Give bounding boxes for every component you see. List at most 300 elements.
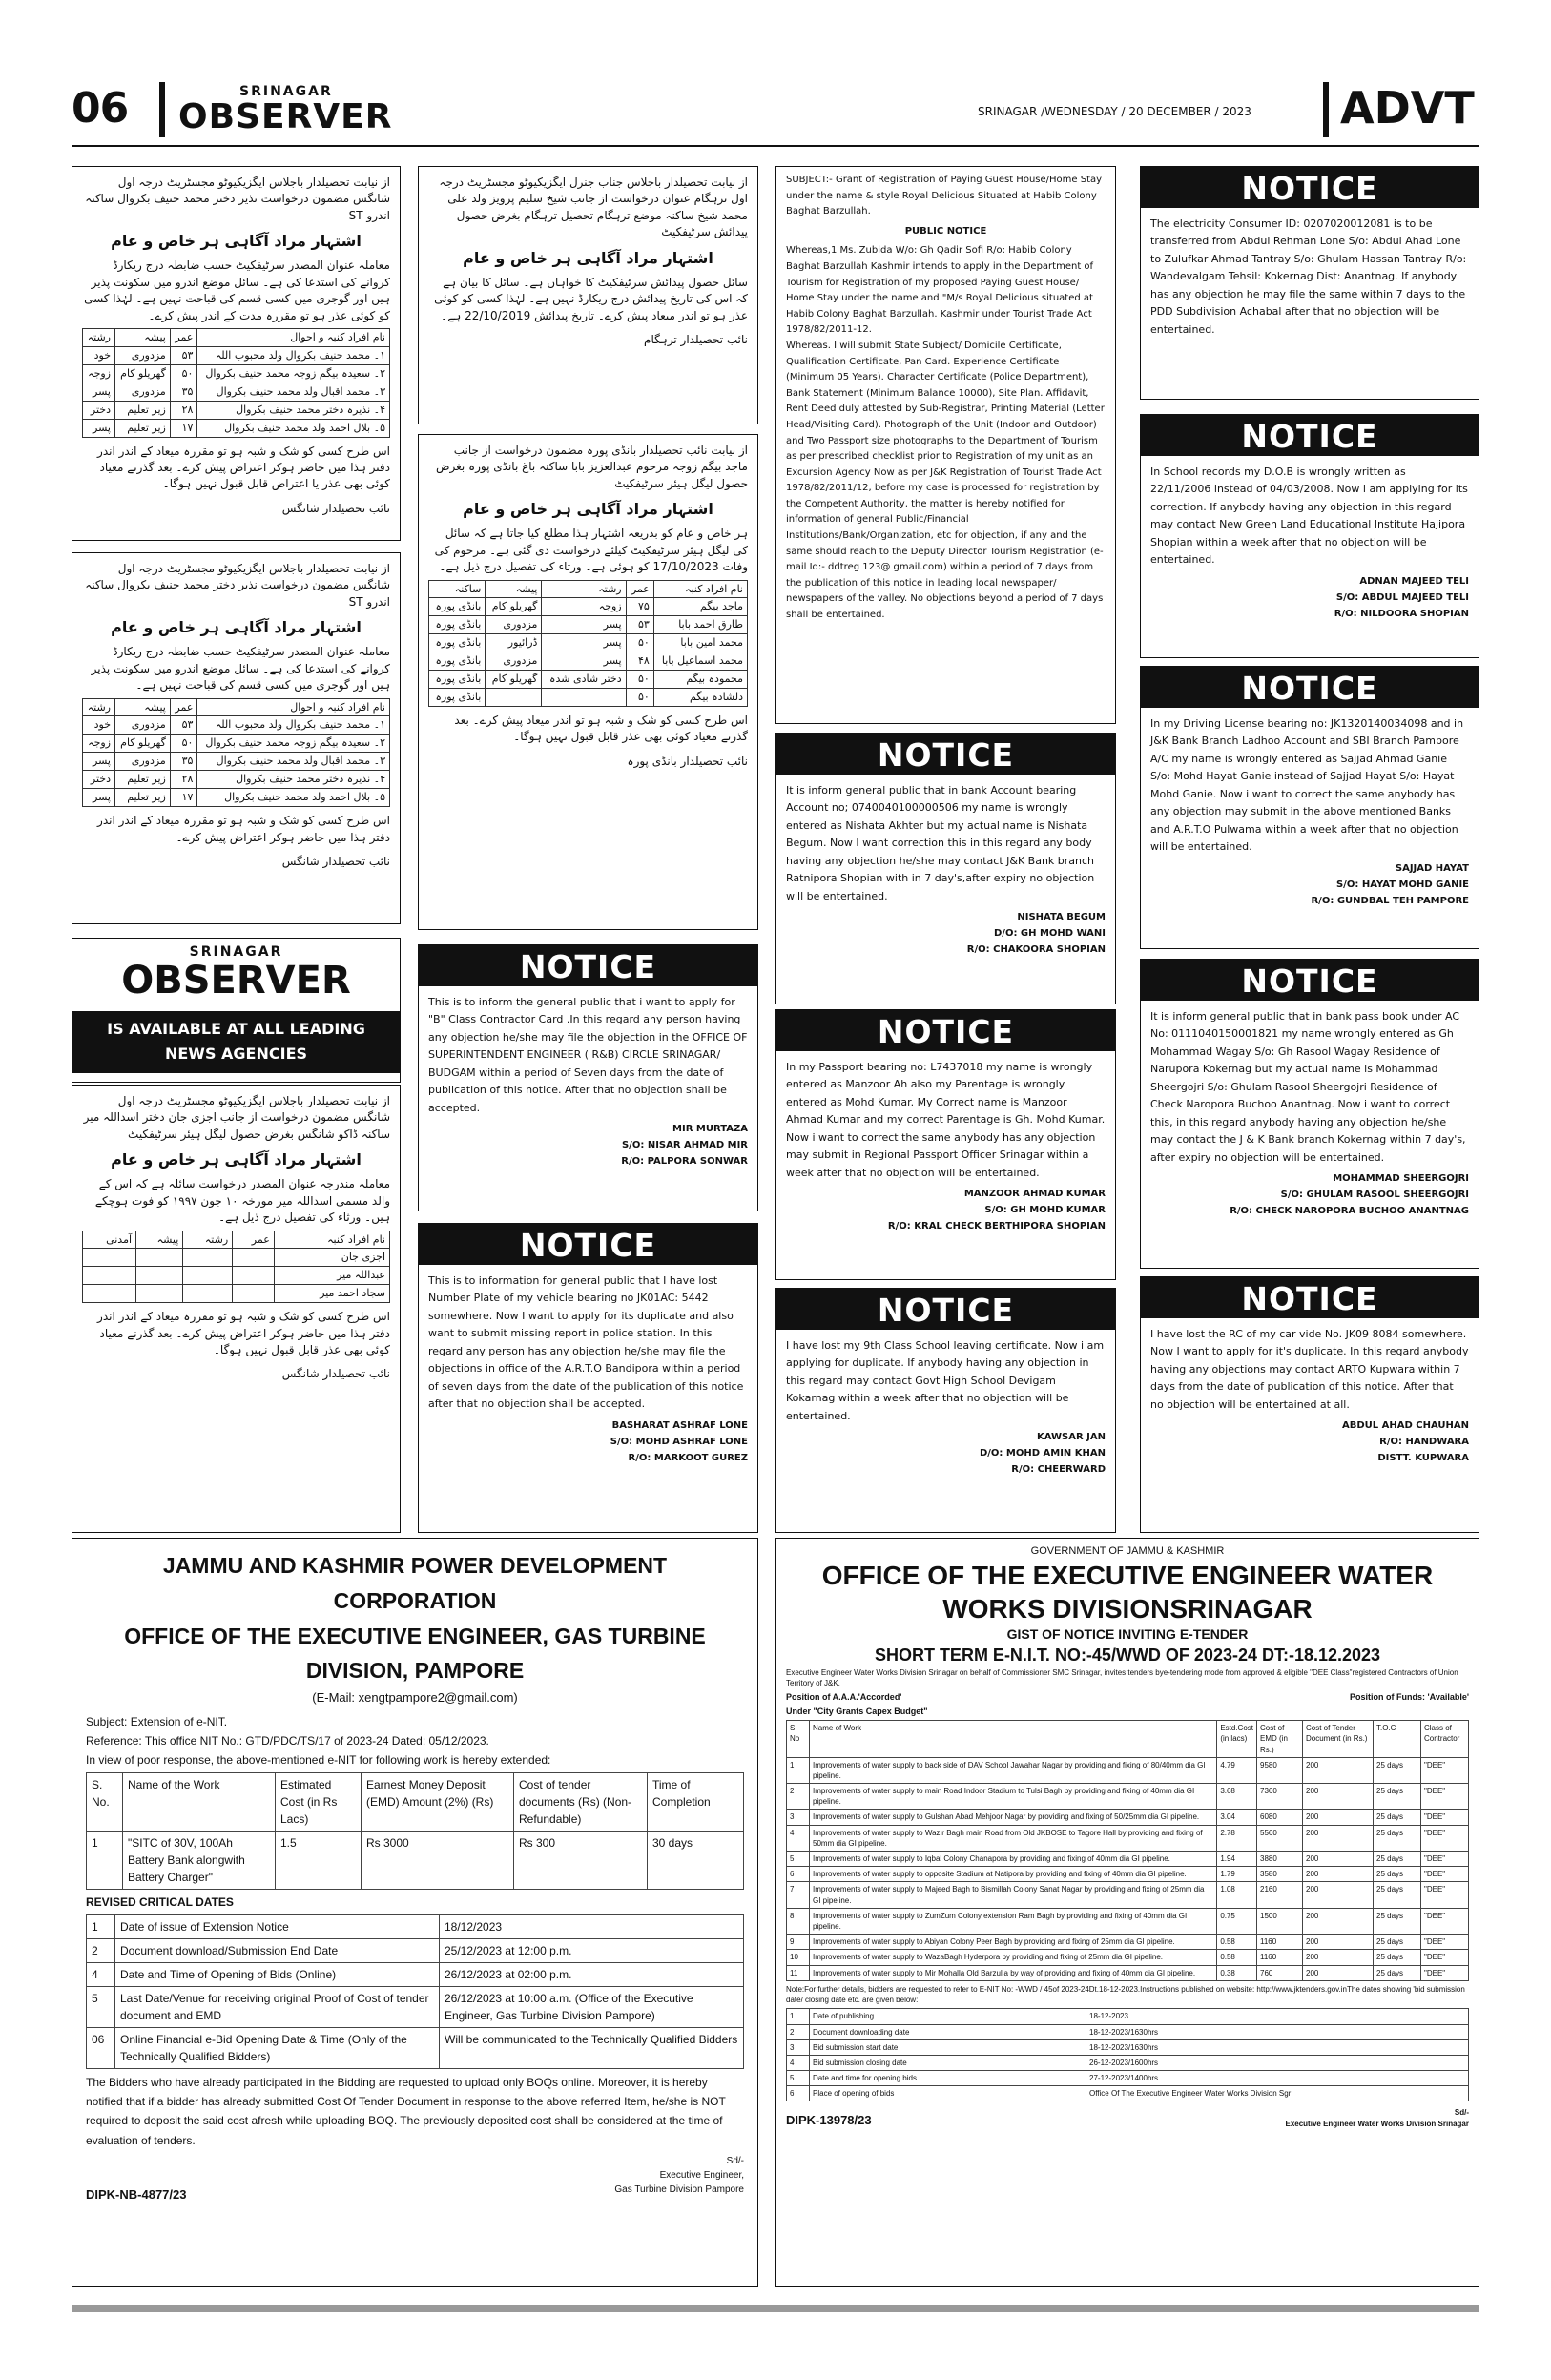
notice-heading: NOTICE [1141,415,1479,456]
table-cell: 5 [787,2071,810,2086]
table-cell: 6080 [1257,1810,1303,1825]
table-cell: 1500 [1257,1908,1303,1934]
signature-name: KAWSAR JAN [1036,1432,1106,1443]
table-cell: 25 days [1374,1882,1421,1908]
table-row [787,1757,1469,1783]
table-cell: 760 [1257,1965,1303,1980]
table-cell: 1160 [1257,1950,1303,1965]
table-cell: Improvements of water supply to ZumZum Colony extension Ram Bagh by providing and fixing of 40mm dia GI pipeline. [810,1908,1217,1934]
table-header: نام افراد کنبہ و احوال [197,698,390,716]
notice-signature [419,1418,757,1472]
notice-heading: NOTICE [1141,167,1479,208]
notice-signature [776,1186,1115,1240]
table-cell: 200 [1303,1882,1374,1908]
table-cell: 25 days [1374,1950,1421,1965]
masthead-divider [159,82,165,137]
signature-address: R/O: CHAKOORA SHOPIAN [966,944,1106,956]
table-cell: "SITC of 30V, 100Ah Battery Bank alongwith Battery Charger" [123,1831,276,1889]
table-cell [136,1285,183,1303]
table-header: عمر [170,698,197,716]
table-cell: Improvements of water supply to Majeed Bagh to Bismillah Colony Sanat Nagar by providing and fixing of 25mm dia GI pipeline. [810,1882,1217,1908]
table-cell: ۴۔ نذیرہ دختر محمد حنیف بکروال [197,771,390,789]
urdu-intro: از نیابت تحصیلدار باجلاس ایگزیکیوٹو مجسٹریٹ درجہ اول شانگس مضمون درخواست نذیر دختر محمد حنیف بکروال ساکنہ اندرو ST [85,176,390,222]
table-cell [486,689,542,707]
table-cell: Rs 3000 [362,1831,514,1889]
table-cell: 1 [787,2009,810,2024]
table-cell: مزدوری [115,383,171,401]
table-cell: 11 [787,1965,810,1980]
page-number: 06 [72,84,129,133]
table-row [87,1831,744,1889]
notice-signature [1141,1170,1479,1225]
pdc-tender [72,1538,758,2287]
notice-body: It is inform general public that in bank pass book under AC No: 0111040150001821 my name wrongly entered as Gh Mohammad Wagay S/o: Gh Rasool Wagay Residence of Narupora Kokernag but my actual name is Mohammad Sheergojri S/o: Ghulam Rasool Sheergojri Residence of Check Naropora Buchoo Anantnag. Now i want to correct this, in this regard anybody having any objection he/she may contact the J & K Bank branch Kokernag within 7 day's, after expiry no objection will be entertained. [1150,1010,1466,1164]
table-cell: بانڈی پورہ [429,598,486,616]
table-cell: Improvements of water supply to opposite Stadium at Natipora by providing and fixing of 40mm dia GI pipeline. [810,1867,1217,1882]
table-cell: گھریلو کام [115,735,171,753]
table-cell: 200 [1303,1825,1374,1851]
table-cell: 25 days [1374,1852,1421,1867]
public-notice-box [776,166,1116,724]
table-cell: زوجہ [83,364,115,383]
table-header: پیشہ [136,1231,183,1249]
signatory-office: Gas Turbine Division Pampore [614,2184,744,2196]
family-table [82,328,390,438]
notice-body: In School records my D.O.B is wrongly written as 22/11/2006 instead of 04/03/2008. Now i am applying for its correction. If anybody having any objection in this regard may contact New Green Land Educational Institute Hajipora Shopian within a week after that no objection will be entertained. [1150,466,1468,567]
signature-parentage: S/O: GHULAM RASOOL SHEERGOJRI [1280,1190,1469,1201]
section-name: ADVT [1340,82,1475,134]
table-cell: 200 [1303,1867,1374,1882]
table-cell: ۳۔ محمد اقبال ولد محمد حنیف بکروال [197,383,390,401]
table-row [429,671,748,689]
table-cell [183,1249,233,1267]
table-header: پیشہ [115,328,171,346]
table-cell: خود [83,346,115,364]
urdu-body: سائل حصول پیدائش سرٹیفکیٹ کا خواہاں ہے۔ سائل کا بیان ہے کہ اس کی تاریخ پیدائش درج ریکارڈ نہیں ہے۔ لہٰذا کسی کو کوئی عذر ہو تو اندر میعاد پیش کرے۔ تاریخ پیدائش 22/10/2019 ہے۔ [434,275,748,322]
signature-name: MOHAMMAD SHEERGOJRI [1333,1173,1469,1185]
table-cell: محمودہ بیگم [653,671,747,689]
tender-office: WORKS DIVISIONSRINAGAR [942,1594,1313,1625]
table-cell [233,1285,275,1303]
table-header: Cost of tender documents (Rs) (Non-Refundable) [514,1772,648,1831]
notice-box [1140,414,1479,658]
table-header: Estimated Cost (in Rs Lacs) [276,1772,362,1831]
table-cell: ۵۳ [170,716,197,735]
position-funds: Position of Funds: 'Available' [1350,1691,1469,1702]
urdu-closing: اس طرح کسی کو شک و شبہ ہو تو مقررہ میعاد کے اندر اندر دفتر ہذا میں حاضر ہوکر اعتراض پیش کرے۔ بعد گذرنے معیاد کوئی بھی عذر یا اعتراض قابل قبول نہیں ہوگا۔ [97,444,390,491]
notice-body: I have lost the RC of my car vide No. JK09 8084 somewhere. Now I want to apply for it's duplicate. In this regard anybody having any objections may contact ARTO Kupwara within 7 days from the date of publication of this notice. After that no objection will be entertained at all. [1150,1328,1469,1411]
table-cell: ۳۵ [170,753,197,771]
table-cell: زیر تعلیم [115,771,171,789]
signature-parentage: S/O: HAYAT MOHD GANIE [1335,879,1469,890]
notice-signature [419,1121,757,1175]
masthead-divider [1323,82,1329,137]
table-cell: زیر تعلیم [115,789,171,807]
table-cell: Improvements of water supply to Abiyan Colony Peer Bagh by providing and fixing of 25mm dia GI pipeline. [810,1935,1217,1950]
table-cell: 26/12/2023 at 02:00 p.m. [440,1962,744,1986]
table-cell: 1.94 [1217,1852,1257,1867]
notice-body: The electricity Consumer ID: 0207020012081 is to be transferred from Abdul Rehman Lone S/o: Abdul Ahad Lone to Zulufkar Ahmad Tantray S/o: Ghulam Hassan Tantray R/o: Wandevalgam Tehsil: Kokernag Dist: Anantnag. If anybody has any objection he may file the same within 7 days to the PDD Subdivision Achabal after that no objection will be entertained. [1150,217,1467,336]
signature-address: R/O: MARKOOT GUREZ [628,1452,748,1463]
table-cell: 27-12-2023/1400hrs [1086,2071,1469,2086]
table-cell: 4 [787,2055,810,2070]
notice-signature [776,909,1115,963]
table-header: رشتہ [83,328,115,346]
table-row [787,1965,1469,1980]
dipk-number: DIPK-NB-4877/23 [86,2187,187,2203]
tender-org: JAMMU AND KASHMIR POWER DEVELOPMENT [162,1553,668,1578]
tender-office: DIVISION, PAMPORE [305,1658,525,1684]
table-header: عمر [626,580,653,598]
tender-office: OFFICE OF THE EXECUTIVE ENGINEER, GAS TURBINE [124,1623,706,1648]
table-cell: 25 days [1374,1867,1421,1882]
urdu-signature: نائب تحصیلدار شانگس [281,1367,390,1381]
table-cell: Improvements of water supply to WazaBagh Hyderpora by providing and fixing of 25mm dia GI pipeline. [810,1950,1217,1965]
table-cell: 1.08 [1217,1882,1257,1908]
table-row [83,716,390,735]
tender-gist: GIST OF NOTICE INVITING E-TENDER [1006,1626,1249,1643]
table-cell: گھریلو کام [486,671,542,689]
urdu-heading: اشتہار مراد آگاہی ہر خاص و عام [111,232,362,251]
table-row [429,689,748,707]
table-cell: 2160 [1257,1882,1303,1908]
table-cell: 2 [787,1784,810,1810]
table-cell: 3 [787,2039,810,2055]
brand-small: SRINAGAR [239,84,333,99]
table-cell: "DEE" [1421,1852,1469,1867]
table-cell: ۵۰ [626,634,653,652]
notice-box [418,944,758,1211]
notice-subject: SUBJECT:- Grant of Registration of Paying Guest House/Home Stay under the name & style Royal Delicious Situated at Habib Colony Baghat Barzullah. [786,175,1103,217]
table-cell: اجزی جان [274,1249,389,1267]
table-cell: ۵۳ [170,346,197,364]
table-cell: مزدوری [486,652,542,671]
table-cell [83,1267,136,1285]
urdu-signature: نائب تحصیلدار شانگس [281,501,390,515]
table-row [787,1867,1469,1882]
table-header-row [87,1772,744,1831]
table-cell: ماجد بیگم [653,598,747,616]
table-row [83,401,390,419]
table-cell: 200 [1303,1950,1374,1965]
table-cell: پسر [542,634,626,652]
table-cell: Place of opening of bids [810,2086,1086,2101]
urdu-heading: اشتہار مراد آگاہی ہر خاص و عام [111,618,362,637]
table-cell: "DEE" [1421,1908,1469,1934]
table-row [83,771,390,789]
table-row [787,1908,1469,1934]
table-row [787,1825,1469,1851]
table-header: نام افراد کنبہ [653,580,747,598]
signature-address: R/O: GUNDBAL TEH PAMPORE [1311,895,1469,906]
table-row [83,383,390,401]
table-cell: بانڈی پورہ [429,689,486,707]
table-cell: Improvements of water supply to Wazir Bagh main Road from Old JKBOSE to Tagore Hall by providing and fixing of 50mm dia GI pipeline. [810,1825,1217,1851]
table-cell: 25 days [1374,1965,1421,1980]
budget-head: Under "City Grants Capex Budget" [786,1706,928,1716]
dates-table [86,1914,744,2069]
urdu-body: معاملہ عنوان المصدر سرٹیفکیٹ حسب ضابطہ درج ریکارڈ کروانے کی استدعا کی ہے۔ سائل موضع اندرو میں سکونت پذیر ہیں اور گوجری میں کسی قسم کی قباحت نہیں ہے۔ [91,645,390,693]
signature-name: BASHARAT ASHRAF LONE [611,1419,748,1431]
table-row [429,616,748,634]
table-cell: 25 days [1374,1784,1421,1810]
signature-address: R/O: HANDWARA [1379,1437,1469,1448]
table-header: Cost of EMD (in Rs.) [1257,1721,1303,1758]
table-cell: ۱۔ محمد حنیف بکروال ولد محبوب اللہ [197,346,390,364]
table-cell: 1 [787,1757,810,1783]
promo-tagline: IS AVAILABLE AT ALL LEADING NEWS AGENCIES [72,1011,400,1073]
table-cell: گھریلو کام [486,598,542,616]
tender-position [786,1691,1469,1704]
tender-budget [786,1706,1469,1718]
table-row [787,2055,1469,2070]
table-cell: Date and time for opening bids [810,2071,1086,2086]
signature-address: R/O: KRAL CHECK BERTHIPORA SHOPIAN [887,1221,1106,1232]
table-cell: ۲۸ [170,771,197,789]
table-cell: Improvements of water supply to Gulshan Abad Mehjoor Nagar by providing and fixing of 50/25mm dia GI pipeline. [810,1810,1217,1825]
table-cell: Office Of The Executive Engineer Water Works Division Sgr [1086,2086,1469,2101]
heirs-table [428,580,748,708]
table-cell: Will be communicated to the Technically Qualified Bidders [440,2027,744,2068]
table-row [787,2039,1469,2055]
table-cell: بانڈی پورہ [429,652,486,671]
table-cell: 200 [1303,1852,1374,1867]
signature-address: R/O: NILDOORA SHOPIAN [1334,608,1469,619]
urdu-ad [418,166,758,424]
table-cell: ۱۔ محمد حنیف بکروال ولد محبوب اللہ [197,716,390,735]
table-row [87,2027,744,2068]
notice-signature [776,1429,1115,1483]
tender-email: (E-Mail: xengtpampore2@gmail.com) [312,1690,518,1706]
notice-heading: NOTICE [1141,1277,1479,1318]
table-cell: 3 [787,1810,810,1825]
table-cell: ۵۰ [626,671,653,689]
table-cell: "DEE" [1421,1784,1469,1810]
table-cell [136,1267,183,1285]
notice-box [776,733,1116,1004]
table-cell: 1160 [1257,1935,1303,1950]
table-row [429,652,748,671]
table-cell: 26-12-2023/1600hrs [1086,2055,1469,2070]
table-cell: ۵۰ [626,689,653,707]
table-row [787,2086,1469,2101]
notice-box [418,1223,758,1533]
table-cell: 18/12/2023 [440,1914,744,1938]
table-cell: 2.78 [1217,1825,1257,1851]
table-cell: 7360 [1257,1784,1303,1810]
table-cell: محمد امین بابا [653,634,747,652]
tender-intro: In view of poor response, the above-mentioned e-NIT for following work is hereby extended: [86,1752,551,1767]
table-cell: Bid submission start date [810,2039,1086,2055]
notice-box [1140,166,1479,400]
table-cell: ۴۸ [626,652,653,671]
brand-logo: OBSERVER [178,97,393,136]
table-header: رشتہ [542,580,626,598]
table-cell: پسر [542,652,626,671]
table-cell: 200 [1303,1935,1374,1950]
urdu-signature: نائب تحصیلدار بانڈی پورہ [627,754,748,768]
signature-name: NISHATA BEGUM [1017,912,1106,923]
masthead [72,76,1479,153]
table-row [83,1267,390,1285]
table-cell: محمد اسماعیل بابا [653,652,747,671]
table-row [83,789,390,807]
table-row [83,364,390,383]
ww-dates-table [786,2008,1469,2101]
urdu-intro: از نیابت تحصیلدار باجلاس جناب جنرل ایگزیکیوٹو مجسٹریٹ درجہ اول ترہگام عنوان درخواست از جانب شیخ سلیم پرویز ولد علی محمد شیخ ساکنہ موضع ترہگام تحصیل ترہگام بغرض حصول پیدائش سرٹیفکیٹ [439,176,748,239]
table-header: Earnest Money Deposit (EMD) Amount (2%) (Rs) [362,1772,514,1831]
sd-mark: Sd/- [726,2156,744,2167]
table-cell [542,689,626,707]
table-cell: ۵۔ بلال احمد ولد محمد حنیف بکروال [197,789,390,807]
table-cell: Improvements of water supply to back side of DAV School Jawahar Nagar by providing and fixing of 80/40mm dia GI pipeline. [810,1757,1217,1783]
notice-heading: NOTICE [419,945,757,986]
table-cell: بانڈی پورہ [429,616,486,634]
table-cell: 9580 [1257,1757,1303,1783]
table-header: S. No. [87,1772,123,1831]
tender-note: Note:For further details, bidders are requested to refer to E-NIT No: -WWD / 45of 2023-24Dt.18-12-2023.Instructions published on website: http://www.jktenders.gov.inThe dates showing 'bid submission date/ closing date etc. are given below: [786,1984,1465,2004]
table-row [787,1882,1469,1908]
table-cell: 25 days [1374,1935,1421,1950]
table-row [87,1914,744,1938]
table-cell: "DEE" [1421,1935,1469,1950]
table-cell: پسر [83,383,115,401]
table-cell: خود [83,716,115,735]
tender-government: GOVERNMENT OF JAMMU & KASHMIR [1030,1545,1225,1557]
urdu-intro: از نیابت نائب تحصیلدار بانڈی پورہ مضمون درخواست از جانب ماجد بیگم زوجہ مرحوم عبدالعزیز بابا ساکنہ باغ بانڈی پورہ بغرض حصول لیگل ہیئر سرٹیفکیٹ [436,444,748,490]
table-cell: 25 days [1374,1825,1421,1851]
notice-box [1140,1276,1479,1533]
table-cell: زیر تعلیم [115,401,171,419]
table-cell: 18-12-2023/1630hrs [1086,2039,1469,2055]
promo-brand-small: SRINAGAR [189,944,283,960]
table-cell: پسر [542,616,626,634]
table-cell: 0.58 [1217,1950,1257,1965]
notice-heading: NOTICE [776,1010,1115,1051]
table-row [787,2071,1469,2086]
tender-intro: Executive Engineer Water Works Division Srinagar on behalf of Commissioner SMC Srinagar, invites tenders bye-tendering mode from approved & eligible "DEE Class"registered Contractors of Union Territory of J&K. [786,1668,1458,1688]
tender-signature [1285,2107,1469,2128]
table-cell: 3.04 [1217,1810,1257,1825]
table-header-row [787,1721,1469,1758]
table-cell: 8 [787,1908,810,1934]
table-cell: زوجہ [83,735,115,753]
notice-body: This is to inform the general public that i want to apply for "B" Class Contractor Card .In this regard any person having any objection he/she may file the objection in the OFFICE OF SUPERINTENDENT ENGINEER ( R&B) CIRCLE SRINAGAR/ BUDGAM within a period of Seven days from the date of publication of this notice. After that no objection shall be accepted. [428,996,748,1114]
urdu-ad [72,166,401,541]
tender-subject: Subject: Extension of e-NIT. [86,1714,228,1728]
table-cell: 06 [87,2027,115,2068]
table-cell: "DEE" [1421,1965,1469,1980]
table-cell: ۵۔ بلال احمد ولد محمد حنیف بکروال [197,419,390,437]
notice-body: This is to information for general public that I have lost Number Plate of my vehicle bearing no JK01AC: 5442 somewhere. Now I want to apply for its duplicate and also want to submit missing report in police station. In this regard any person has any objection he/she may file the objections in office of the A.R.T.O Bandipora within a period of seven days from the date of the publication of this notice after that no objection shall be accepted. [428,1274,744,1411]
works-table [786,1720,1469,1981]
table-header: رشتہ [83,698,115,716]
urdu-heading: اشتہار مراد آگاہی ہر خاص و عام [463,500,713,519]
signatory-title: Executive Engineer, [659,2170,744,2182]
urdu-body: معاملہ مندرجہ عنوان المصدر درخواست سائلہ ہے کہ اس کے والد مسمی اسداللہ میر مورخہ ۱۰ جون ۱۹۹۷ کو فوت ہوچکے ہیں۔ ورثاء کی تفصیل درج ذیل ہے۔ [94,1177,390,1225]
table-cell: طارق احمد بابا [653,616,747,634]
table-cell: "DEE" [1421,1950,1469,1965]
urdu-heading: اشتہار مراد آگاہی ہر خاص و عام [463,248,713,267]
table-cell: دلشادہ بیگم [653,689,747,707]
table-row [787,1935,1469,1950]
notice-signature [1141,860,1479,915]
promo-brand-logo: OBSERVER [121,959,351,1003]
urdu-signature: نائب تحصیلدار شانگس [281,854,390,868]
table-cell [83,1249,136,1267]
urdu-intro: از نیابت تحصیلدار باجلاس ایگزیکیوٹو مجسٹریٹ درجہ اول شانگس مضمون درخواست از جانب اجزی جان دختر اسداللہ میر ساکنہ ڈاکو شانگس بغرض حصول لیگل ہیئر سرٹیفکیٹ [83,1094,390,1141]
table-cell: 2 [87,1938,115,1962]
table-cell: ۵۰ [170,735,197,753]
table-cell: عبداللہ میر [274,1267,389,1285]
table-row [787,1950,1469,1965]
notice-heading: NOTICE [1141,667,1479,708]
table-header: Time of Completion [648,1772,744,1831]
table-cell [183,1285,233,1303]
notice-heading: NOTICE [776,1289,1115,1330]
tender-number: SHORT TERM E-N.I.T. NO:-45/WWD OF 2023-24 DT:-18.12.2023 [874,1645,1381,1665]
notice-body: Whereas. I will submit State Subject/ Domicile Certificate, Qualification Certificate, Pan Card. Experience Certificate (Minimum 05 Years). Character Certificate (Police Department), Bank Statement (Minimum Balance 10000), Site Plan. Affidavit, Rent Deed duly attested by Sub-Registrar, Printing Material (Letter Head/Visiting Card). Photograph of the Unit (Indoor and Outdoor) and Two Passport size photographs to the Department of Tourism as per prescribed checklist prior to Registration of my unit as an Excursion Agency Now as per J&K Registration of Tourist Trade Act 1978/82/2011/12, before my case is processed for registration by the Competent Authority, the matter is hereby notified for information of general Public/Financial Institutions/Bank/Organization, etc for objection, if any and the same should reach to the Deputy Director Tourism Registration (e-mail Id:- ddtreg 123@ gmail.com) within a period of 7 days from the publication of this notice in leading local newspaper/ newspapers of the valley. No objections beyond a period of 7 days shall be entertained. [786,340,1105,621]
urdu-closing: اس طرح کسی کو شک و شبہ ہو تو مقررہ میعاد کے اندر اندر دفتر ہذا میں حاضر ہوکر اعتراض پیش کرے۔ [97,814,390,844]
notice-title: PUBLIC NOTICE [904,225,987,237]
table-cell: پسر [83,419,115,437]
signature-parentage: S/O: MOHD ASHRAF LONE [610,1436,748,1447]
table-cell: مزدوری [115,753,171,771]
notice-box [1140,959,1479,1269]
signatory-title: Executive Engineer Water Works Division Srinagar [1285,2119,1469,2128]
table-cell: 6 [787,2086,810,2101]
table-cell: Last Date/Venue for receiving original Proof of Cost of tender document and EMD [115,1986,440,2027]
table-header: Cost of Tender Document (in Rs.) [1303,1721,1374,1758]
notice-signature [1141,573,1479,628]
signature-parentage: D/O: GH MOHD WANI [993,928,1106,940]
bottom-rule [72,2305,1479,2312]
sd-mark: Sd/- [1454,2108,1469,2118]
table-cell: 2 [787,2024,810,2039]
table-cell: 25 days [1374,1810,1421,1825]
notice-heading: NOTICE [776,734,1115,775]
table-cell: 7 [787,1882,810,1908]
table-cell: دختر [83,401,115,419]
table-cell: مزدوری [115,716,171,735]
table-row [83,419,390,437]
table-cell: "DEE" [1421,1825,1469,1851]
notice-heading: NOTICE [1141,960,1479,1001]
table-header: Name of Work [810,1721,1217,1758]
table-cell: زیر تعلیم [115,419,171,437]
table-cell: سجاد احمد میر [274,1285,389,1303]
signature-name: MIR MURTAZA [672,1124,748,1135]
table-cell: "DEE" [1421,1882,1469,1908]
table-cell: 9 [787,1935,810,1950]
table-cell: ۲۸ [170,401,197,419]
table-cell: 200 [1303,1810,1374,1825]
table-cell: مزدوری [115,346,171,364]
table-cell: 25 days [1374,1908,1421,1934]
table-cell: 200 [1303,1965,1374,1980]
table-cell: گھریلو کام [115,364,171,383]
table-cell: 30 days [648,1831,744,1889]
table-header: Estd.Cost (in lacs) [1217,1721,1257,1758]
table-cell: 4 [87,1962,115,1986]
table-row [87,1938,744,1962]
table-cell: ۷۵ [626,598,653,616]
notice-body: Whereas,1 Ms. Zubida W/o: Gh Qadir Sofi R/o: Habib Colony Baghat Barzullah Kashmir intends to apply in the Department of Tourism for Registration of my proposed Paying Guest House/ Home Stay under the name and "M/s Royal Delicious situated at Habib Colony Baghat Barzullah. Kashmir under Tourist Trade Act 1978/82/2011-12. [786,245,1094,336]
table-row [787,2024,1469,2039]
table-header: رشتہ [183,1231,233,1249]
table-cell: 3580 [1257,1867,1303,1882]
urdu-closing: اس طرح کسی کو شک و شبہ ہو تو مقررہ میعاد کے اندر اندر دفتر ہذا میں حاضر ہوکر اعتراض پیش کرے۔ بعد گذرنے معیاد کوئی بھی عذر قابل قبول نہیں ہوگا۔ [97,1310,390,1357]
